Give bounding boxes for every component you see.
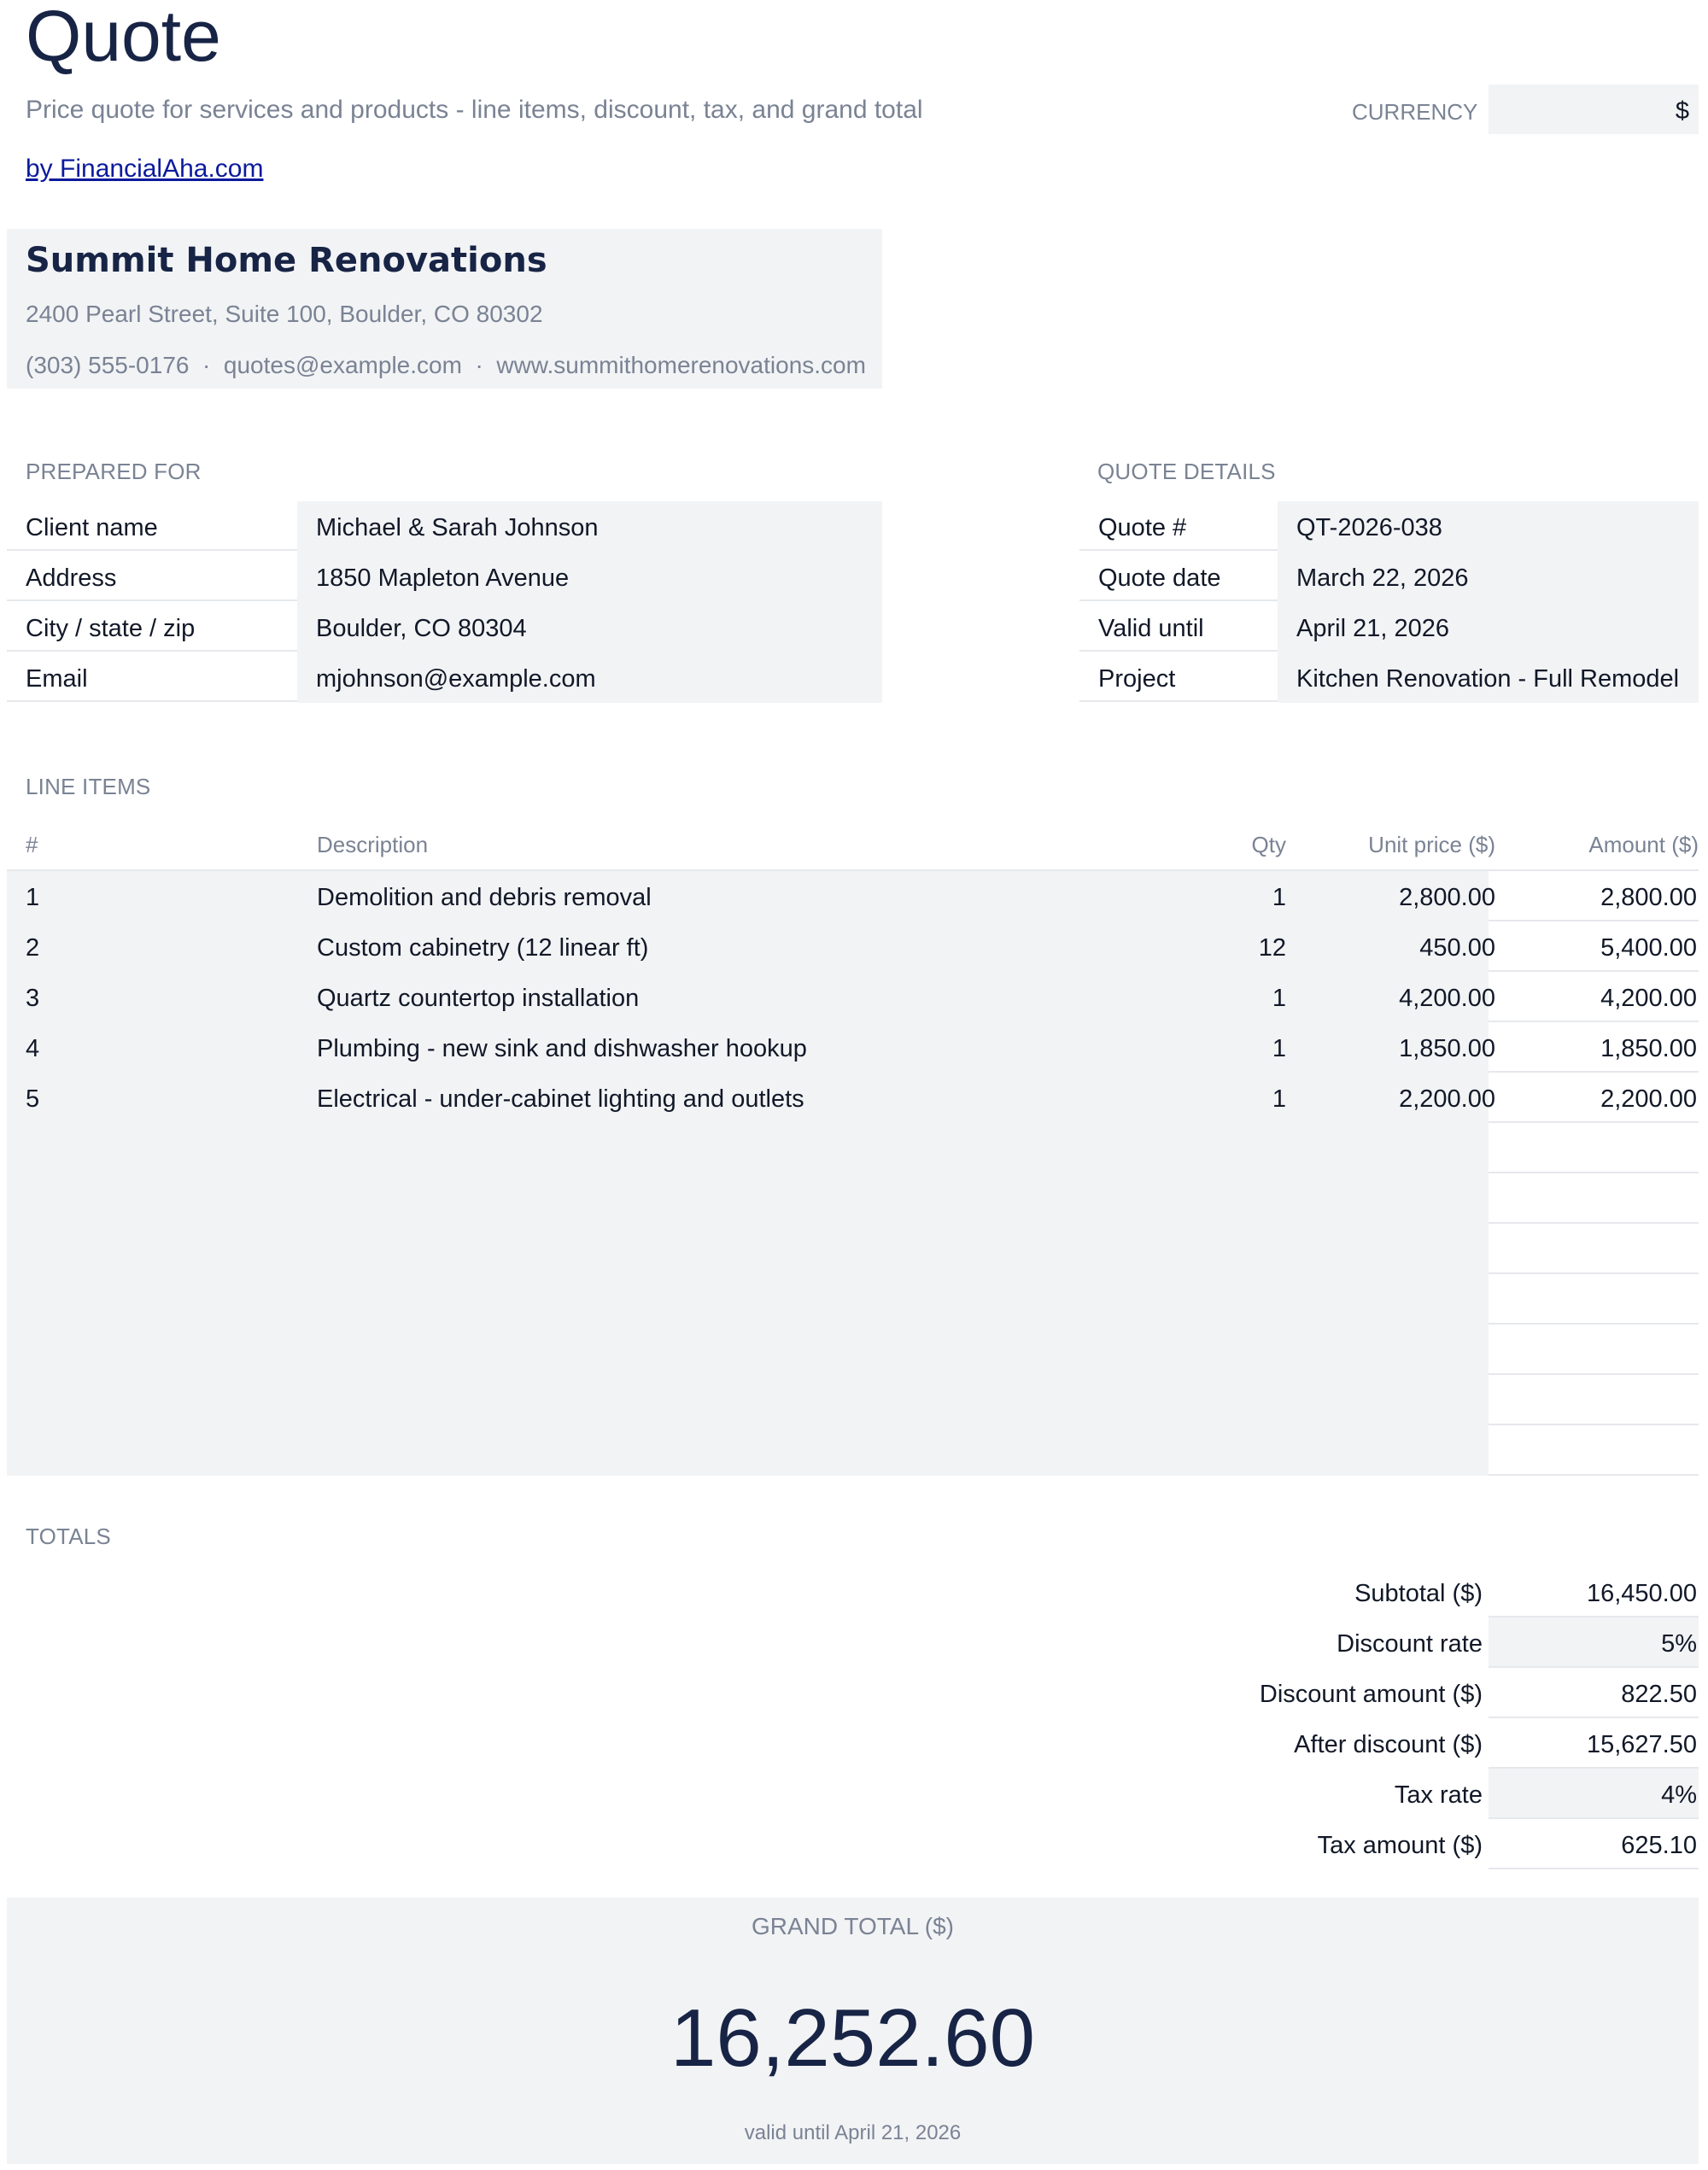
amount-cell <box>1489 1325 1699 1375</box>
line-item-qty: 1 <box>1272 884 1286 911</box>
line-item-row[interactable] <box>7 972 1699 1022</box>
line-item-num: 2 <box>26 934 40 962</box>
line-items-header <box>7 832 1699 871</box>
line-item-unit-price: 4,200.00 <box>1399 985 1495 1012</box>
quote-date-value: March 22, 2026 <box>1296 564 1469 592</box>
quote-date-label: Quote date <box>1098 564 1221 592</box>
line-item-amount: 2,800.00 <box>1600 884 1697 911</box>
city-state-zip-value: Boulder, CO 80304 <box>316 615 527 642</box>
discount-amount-cell <box>1489 1668 1699 1718</box>
discount-rate-label: Discount rate <box>1337 1630 1483 1658</box>
address-field[interactable] <box>297 552 882 602</box>
amount-cell <box>1489 1375 1699 1425</box>
amount-cell <box>1489 1274 1699 1325</box>
quote-details-row <box>1079 652 1699 703</box>
after-discount-label: After discount ($) <box>1294 1731 1483 1758</box>
quote-details-heading: QUOTE DETAILS <box>1097 459 1276 484</box>
client-name-label: Client name <box>26 514 158 541</box>
client-name-value: Michael & Sarah Johnson <box>316 514 599 541</box>
line-item-row[interactable] <box>7 871 1699 921</box>
tax-amount-label: Tax amount ($) <box>1317 1832 1483 1859</box>
col-amount-header: Amount ($) <box>1588 832 1699 857</box>
line-item-num: 1 <box>26 884 40 911</box>
currency-field[interactable] <box>1489 85 1699 134</box>
amount-cell <box>1489 1173 1699 1224</box>
after-discount-row <box>1179 1718 1699 1769</box>
tax-amount-row <box>1179 1819 1699 1869</box>
city-state-zip-field[interactable] <box>297 602 882 652</box>
city-state-zip-label: City / state / zip <box>26 615 196 642</box>
col-unit-price-header: Unit price ($) <box>1368 832 1495 857</box>
line-item-qty: 1 <box>1272 1035 1286 1062</box>
company-address[interactable]: 2400 Pearl Street, Suite 100, Boulder, CO 80302 <box>26 301 543 327</box>
line-item-description: Custom cabinetry (12 linear ft) <box>317 934 649 962</box>
line-item-num: 4 <box>26 1035 40 1062</box>
line-item-unit-price: 2,800.00 <box>1399 884 1495 911</box>
grand-total-panel <box>7 1898 1699 2164</box>
project-field[interactable] <box>1278 652 1699 703</box>
email-label: Email <box>26 665 88 693</box>
line-item-num: 3 <box>26 985 40 1012</box>
address-label: Address <box>26 564 117 592</box>
line-item-amount: 2,200.00 <box>1600 1085 1697 1113</box>
valid-until-value: April 21, 2026 <box>1296 615 1449 642</box>
subtotal-cell <box>1489 1567 1699 1617</box>
tax-rate-row <box>1179 1769 1699 1819</box>
client-name-field[interactable] <box>297 501 882 552</box>
line-item-qty: 1 <box>1272 1085 1286 1113</box>
quote-number-value: QT-2026-038 <box>1296 514 1442 541</box>
company-contact[interactable]: (303) 555-0176 · quotes@example.com · www.summithomerenovations.com <box>26 352 866 378</box>
quote-details-row <box>1079 552 1699 602</box>
line-item-description: Demolition and debris removal <box>317 884 652 911</box>
col-qty-header: Qty <box>1251 832 1286 857</box>
line-item-row[interactable] <box>7 1073 1699 1123</box>
tax-rate-value: 4% <box>1661 1781 1697 1809</box>
prepared-for-heading: PREPARED FOR <box>26 459 202 484</box>
discount-amount-value: 822.50 <box>1621 1681 1697 1708</box>
prepared-for-row <box>7 652 882 703</box>
company-name[interactable]: Summit Home Renovations <box>26 241 547 280</box>
grand-total-valid-note: valid until April 21, 2026 <box>744 2121 962 2144</box>
col-num-header: # <box>26 832 38 857</box>
grand-total-label: GRAND TOTAL ($) <box>751 1913 954 1939</box>
tax-rate-label: Tax rate <box>1394 1781 1483 1809</box>
project-value: Kitchen Renovation - Full Remodel <box>1296 665 1680 693</box>
discount-amount-label: Discount amount ($) <box>1259 1681 1483 1708</box>
discount-rate-field[interactable] <box>1489 1617 1699 1668</box>
after-discount-value: 15,627.50 <box>1586 1731 1697 1758</box>
line-item-row[interactable] <box>7 1022 1699 1073</box>
address-value: 1850 Mapleton Avenue <box>316 564 570 592</box>
line-item-description: Plumbing - new sink and dishwasher hookup <box>317 1035 807 1062</box>
financialaha-link[interactable]: by FinancialAha.com <box>26 155 264 183</box>
tax-rate-field[interactable] <box>1489 1769 1699 1819</box>
col-description-header: Description <box>317 832 429 857</box>
project-label: Project <box>1098 665 1176 693</box>
amount-cell <box>1489 1123 1699 1173</box>
grand-total-value: 16,252.60 <box>670 1992 1036 2084</box>
prepared-for-row <box>7 602 882 652</box>
after-discount-cell <box>1489 1718 1699 1769</box>
valid-until-field[interactable] <box>1278 602 1699 652</box>
amount-cell <box>1489 1425 1699 1476</box>
line-item-qty: 12 <box>1258 934 1286 962</box>
currency-label: CURRENCY <box>1352 99 1478 125</box>
amount-cell <box>1489 1224 1699 1274</box>
line-item-description: Electrical - under-cabinet lighting and outlets <box>317 1085 804 1113</box>
tax-amount-cell <box>1489 1819 1699 1869</box>
line-item-amount: 4,200.00 <box>1600 985 1697 1012</box>
email-value: mjohnson@example.com <box>316 665 596 693</box>
email-field[interactable] <box>297 652 882 703</box>
page-subtitle: Price quote for services and products - line items, discount, tax, and grand total <box>26 96 923 124</box>
prepared-for-row <box>7 552 882 602</box>
discount-rate-row <box>1179 1617 1699 1668</box>
quote-date-field[interactable] <box>1278 552 1699 602</box>
valid-until-label: Valid until <box>1098 615 1204 642</box>
page-title: Quote <box>26 0 221 76</box>
line-item-unit-price: 2,200.00 <box>1399 1085 1495 1113</box>
company-block <box>7 229 882 389</box>
subtotal-value: 16,450.00 <box>1586 1580 1697 1607</box>
line-item-row[interactable] <box>7 921 1699 972</box>
quote-details-row <box>1079 501 1699 552</box>
subtotal-row <box>1179 1567 1699 1617</box>
quote-details-row <box>1079 602 1699 652</box>
totals-heading: TOTALS <box>26 1524 111 1549</box>
line-items-heading: LINE ITEMS <box>26 774 151 799</box>
subtotal-label: Subtotal ($) <box>1354 1580 1483 1607</box>
line-item-num: 5 <box>26 1085 40 1113</box>
tax-amount-value: 625.10 <box>1621 1832 1697 1859</box>
quote-number-field[interactable] <box>1278 501 1699 552</box>
line-item-description: Quartz countertop installation <box>317 985 640 1012</box>
quote-number-label: Quote # <box>1098 514 1187 541</box>
discount-rate-value: 5% <box>1661 1630 1697 1658</box>
line-item-amount: 5,400.00 <box>1600 934 1697 962</box>
line-item-amount: 1,850.00 <box>1600 1035 1697 1062</box>
currency-value: $ <box>1675 97 1689 125</box>
line-item-unit-price: 450.00 <box>1419 934 1495 962</box>
line-item-qty: 1 <box>1272 985 1286 1012</box>
discount-amount-row <box>1179 1668 1699 1718</box>
line-item-unit-price: 1,850.00 <box>1399 1035 1495 1062</box>
prepared-for-row <box>7 501 882 552</box>
